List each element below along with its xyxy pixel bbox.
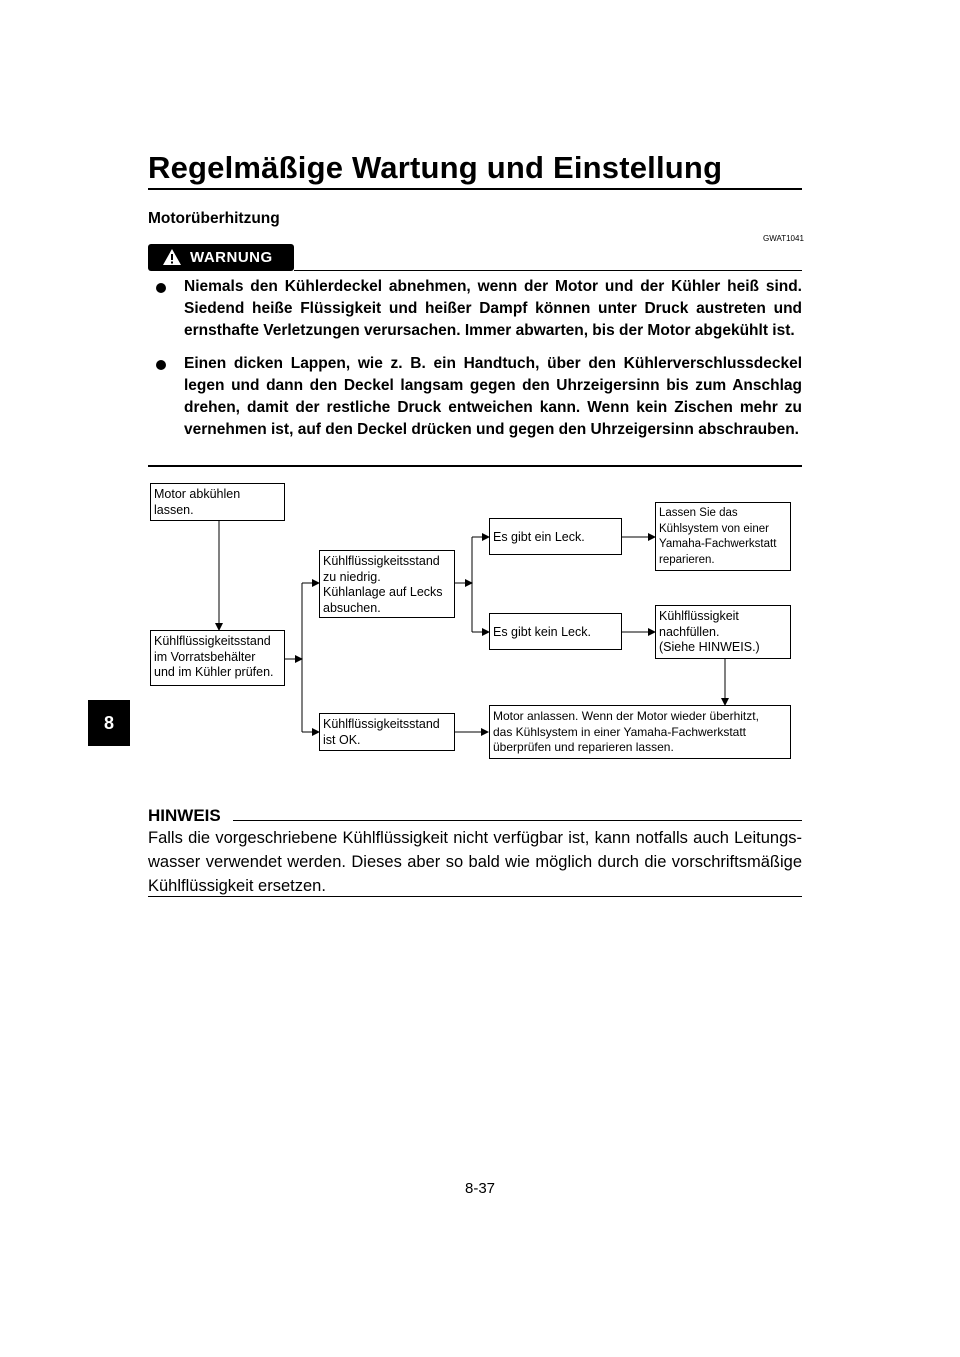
box-cool-engine: Motor abkühlen lassen. bbox=[150, 483, 285, 521]
note-label: HINWEIS bbox=[148, 806, 221, 825]
warning-code: GWAT1041 bbox=[763, 234, 804, 243]
box-leak-no: Es gibt kein Leck. bbox=[489, 613, 622, 650]
box-level-ok: Kühlflüssigkeitsstand ist OK. bbox=[319, 713, 455, 751]
note-text: Falls die vorgeschriebene Kühlflüssigkeit nicht verfügbar ist, kann notfalls auch Leitungswasser verwendet werden. Dieses aber so bald wie möglich durch die vorschriftsmäßige Kühlflüssigkeit ersetzen. bbox=[148, 829, 802, 895]
section-heading: Motorüberhitzung bbox=[148, 210, 280, 227]
box-leak-yes: Es gibt ein Leck. bbox=[489, 518, 622, 555]
note-rule bbox=[233, 820, 802, 821]
box-restart: Motor anlassen. Wenn der Motor wieder überhitzt, das Kühlsystem in einer Yamaha-Fachwerkstatt überprüfen und reparieren lassen. bbox=[489, 705, 791, 759]
box-check-level: Kühlflüssigkeitsstand im Vorratsbehälter und im Kühler prüfen. bbox=[150, 630, 285, 686]
box-level-low: Kühlflüssigkeitsstand zu niedrig. Kühlanlage auf Lecks absuchen. bbox=[319, 550, 455, 618]
page-number: 8-37 bbox=[464, 1180, 496, 1197]
warning-label: WARNUNG bbox=[190, 249, 273, 266]
box-repair: Lassen Sie das Kühlsystem von einer Yamaha-Fachwerkstatt reparieren. bbox=[655, 502, 791, 571]
warning-bullet-text: Niemals den Kühlerdeckel abnehmen, wenn der Motor und der Kühler heiß sind. Siedend heiße Flüssigkeit und heißer Dampf können unter Druck austreten und ernsthafte Verletzungen verursachen. Immer abwarten, bis der Motor abgekühlt ist. bbox=[184, 278, 802, 339]
warning-bullet-text: Einen dicken Lappen, wie z. B. ein Handtuch, über den Kühlerverschlussdeckel legen und dann den Deckel langsam gegen den Uhrzeigersinn bis zum Anschlag drehen, damit der restliche Druck entweichen kann. Wenn kein Zischen mehr zu vernehmen ist, auf den Deckel drücken und gegen den Uhrzeigersinn abschrauben. bbox=[184, 355, 802, 438]
box-refill: Kühlflüssigkeit nachfüllen. (Siehe HINWEIS.) bbox=[655, 605, 791, 659]
note-end-rule bbox=[148, 896, 802, 897]
page-title: Regelmäßige Wartung und Einstellung bbox=[148, 150, 723, 185]
chapter-tab: 8 bbox=[88, 700, 130, 746]
